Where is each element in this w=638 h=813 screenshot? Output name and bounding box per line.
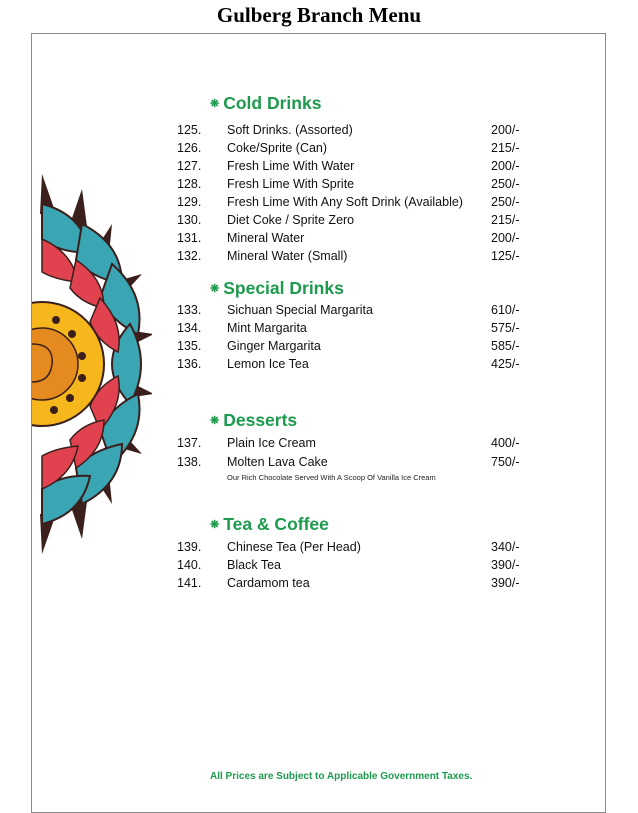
menu-item: 127. Fresh Lime With Water 200/- (177, 159, 520, 173)
menu-item: 139. Chinese Tea (Per Head) 340/- (177, 540, 520, 554)
section-heading-cold-drinks: ❋ Cold Drinks (210, 93, 322, 113)
menu-item: 138. Molten Lava Cake 750/- (177, 455, 520, 469)
menu-item: 133. Sichuan Special Margarita 610/- (177, 303, 520, 317)
menu-item: 136. Lemon Ice Tea 425/- (177, 357, 520, 371)
flower-bullet-icon: ❋ (210, 519, 220, 531)
menu-item: 129. Fresh Lime With Any Soft Drink (Available) 250/- (177, 195, 520, 209)
menu-item: 137. Plain Ice Cream 400/- (177, 436, 520, 450)
menu-item: 140. Black Tea 390/- (177, 558, 520, 572)
menu-item: 128. Fresh Lime With Sprite 250/- (177, 177, 520, 191)
menu-item: 132. Mineral Water (Small) 125/- (177, 249, 520, 263)
menu-page (31, 33, 606, 813)
menu-item: 125. Soft Drinks. (Assorted) 200/- (177, 123, 520, 137)
menu-item: 134. Mint Margarita 575/- (177, 321, 520, 335)
flower-bullet-icon: ❋ (210, 415, 220, 427)
item-description: Our Rich Chocolate Served With A Scoop Of Vanilla Ice Cream (227, 473, 436, 482)
section-heading-desserts: ❋ Desserts (210, 410, 298, 430)
menu-item: 141. Cardamom tea 390/- (177, 576, 520, 590)
flower-bullet-icon: ❋ (210, 98, 220, 110)
flower-bullet-icon: ❋ (210, 283, 220, 295)
section-heading-tea-coffee: ❋ Tea & Coffee (210, 514, 329, 534)
menu-item: 131. Mineral Water 200/- (177, 231, 520, 245)
section-heading-special-drinks: ❋ Special Drinks (210, 278, 344, 298)
tax-disclaimer: All Prices are Subject to Applicable Government Taxes. (210, 771, 473, 782)
menu-item: 135. Ginger Margarita 585/- (177, 339, 520, 353)
page-title: Gulberg Branch Menu (216, 3, 422, 27)
menu-item: 130. Diet Coke / Sprite Zero 215/- (177, 213, 520, 227)
mandala-decoration (32, 174, 152, 554)
menu-item: 126. Coke/Sprite (Can) 215/- (177, 141, 520, 155)
